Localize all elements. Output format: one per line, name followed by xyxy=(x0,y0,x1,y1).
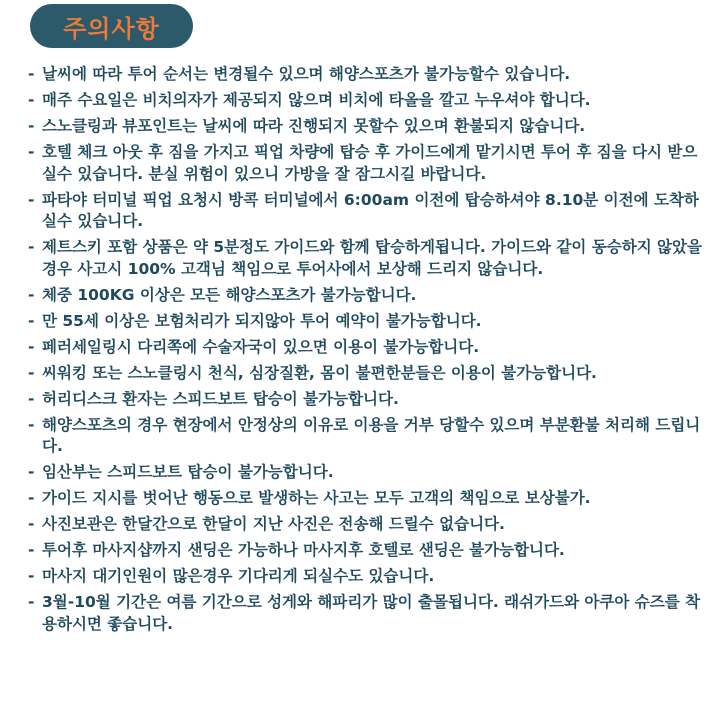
bullet-dash: - xyxy=(28,363,35,382)
bullet-dash: - xyxy=(28,311,35,330)
bullet-dash: - xyxy=(28,337,35,356)
bullet-dash: - xyxy=(28,65,35,83)
bullet-dash: - xyxy=(28,117,35,135)
notice-item-5 xyxy=(28,190,708,233)
bullet-dash: - xyxy=(28,238,35,256)
notice-item-16 xyxy=(28,540,708,562)
notice-text-16: 투어후 마사지샵까지 샌딩은 가능하나 마사지후 호텔로 샌딩은 불가능합니다. xyxy=(42,541,565,559)
notice-text-15: 사진보관은 한달간으로 한달이 지난 사진은 전송해 드릴수 없습니다. xyxy=(42,515,505,533)
notice-item-8 xyxy=(28,311,708,333)
notice-item-17 xyxy=(28,566,708,588)
bullet-dash: - xyxy=(28,415,35,434)
notice-item-3 xyxy=(28,116,708,138)
bullet-dash: - xyxy=(28,541,35,559)
bullet-dash: - xyxy=(28,489,35,507)
notice-item-11 xyxy=(28,389,708,411)
notice-text-4: 호텔 체크 아웃 후 짐을 가지고 픽업 차량에 탑승 후 가이드에게 맡기시면 투어 후 짐을 다시 받으실수 있습니다. 분실 위험이 있으니 가방을 잘 잠그시길 바랍니다. xyxy=(42,143,698,183)
notice-text-1: 날씨에 따라 투어 순서는 변경될수 있으며 해양스포츠가 불가능할수 있습니다. xyxy=(42,65,571,83)
notice-text-7: 체중 100KG 이상은 모든 해양스포츠가 불가능합니다. xyxy=(42,285,417,304)
notice-text-8: 만 55세 이상은 보험처리가 되지않아 투어 예약이 불가능합니다. xyxy=(42,311,482,330)
notice-item-4 xyxy=(28,142,708,185)
notice-item-14 xyxy=(28,488,708,510)
bullet-dash: - xyxy=(28,463,35,481)
notice-text-9: 페러세일링시 다리쪽에 수술자국이 있으면 이용이 불가능합니다. xyxy=(42,337,480,356)
bullet-dash: - xyxy=(28,389,35,408)
bullet-dash: - xyxy=(28,285,35,304)
notice-text-13: 임산부는 스피드보트 탑승이 불가능합니다. xyxy=(42,463,334,481)
notice-item-10 xyxy=(28,363,708,385)
notice-list xyxy=(28,64,708,640)
notice-item-7 xyxy=(28,285,708,307)
notice-item-6 xyxy=(28,237,708,280)
bullet-dash: - xyxy=(28,143,35,161)
notice-item-13 xyxy=(28,462,708,484)
notice-text-11: 허리디스크 환자는 스피드보트 탑승이 불가능합니다. xyxy=(42,389,399,408)
notice-text-18: 3월-10월 기간은 여름 기간으로 성게와 해파리가 많이 출몰됩니다. 래쉬가드와 아쿠아 슈즈를 착용하시면 좋습니다. xyxy=(42,593,701,633)
notice-text-12: 해양스포츠의 경우 현장에서 안정상의 이유로 이용을 거부 당할수 있으며 부분환불 처리해 드립니다. xyxy=(42,415,701,455)
notice-item-15 xyxy=(28,514,708,536)
bullet-dash: - xyxy=(28,515,35,533)
notice-text-3: 스노클링과 뷰포인트는 날씨에 따라 진행되지 못할수 있으며 환불되지 않습니다. xyxy=(42,117,586,135)
notice-item-12 xyxy=(28,415,708,458)
notice-text-2: 매주 수요일은 비치의자가 제공되지 않으며 비치에 타올을 깔고 누우셔야 합니다. xyxy=(42,91,591,109)
notice-text-14: 가이드 지시를 벗어난 행동으로 발생하는 사고는 모두 고객의 책임으로 보상불가. xyxy=(42,489,591,507)
bullet-dash: - xyxy=(28,593,35,611)
notice-item-1 xyxy=(28,64,708,86)
notice-text-17: 마사지 대기인원이 많은경우 기다리게 되실수도 있습니다. xyxy=(42,567,435,585)
notice-text-10: 씨워킹 또는 스노클링시 천식, 심장질환, 몸이 불편한분들은 이용이 불가능합니다. xyxy=(42,363,597,382)
notice-item-18 xyxy=(28,592,708,635)
notice-text-6: 제트스키 포함 상품은 약 5분정도 가이드와 함께 탑승하게됩니다. 가이드와 같이 동승하지 않았을경우 사고시 100% 고객님 책임으로 투어사에서 보상해 드리지 않습니다. xyxy=(42,238,702,278)
notice-item-2 xyxy=(28,90,708,112)
notice-item-9 xyxy=(28,337,708,359)
page-title: 주의사항 xyxy=(63,14,160,43)
notice-text-5: 파타야 터미널 픽업 요청시 방콕 터미널에서 6:00am 이전에 탑승하셔야 8.10분 이전에 도착하실수 있습니다. xyxy=(42,190,699,230)
bullet-dash: - xyxy=(28,190,35,209)
bullet-dash: - xyxy=(28,567,35,585)
bullet-dash: - xyxy=(28,91,35,109)
title-badge xyxy=(30,4,193,48)
